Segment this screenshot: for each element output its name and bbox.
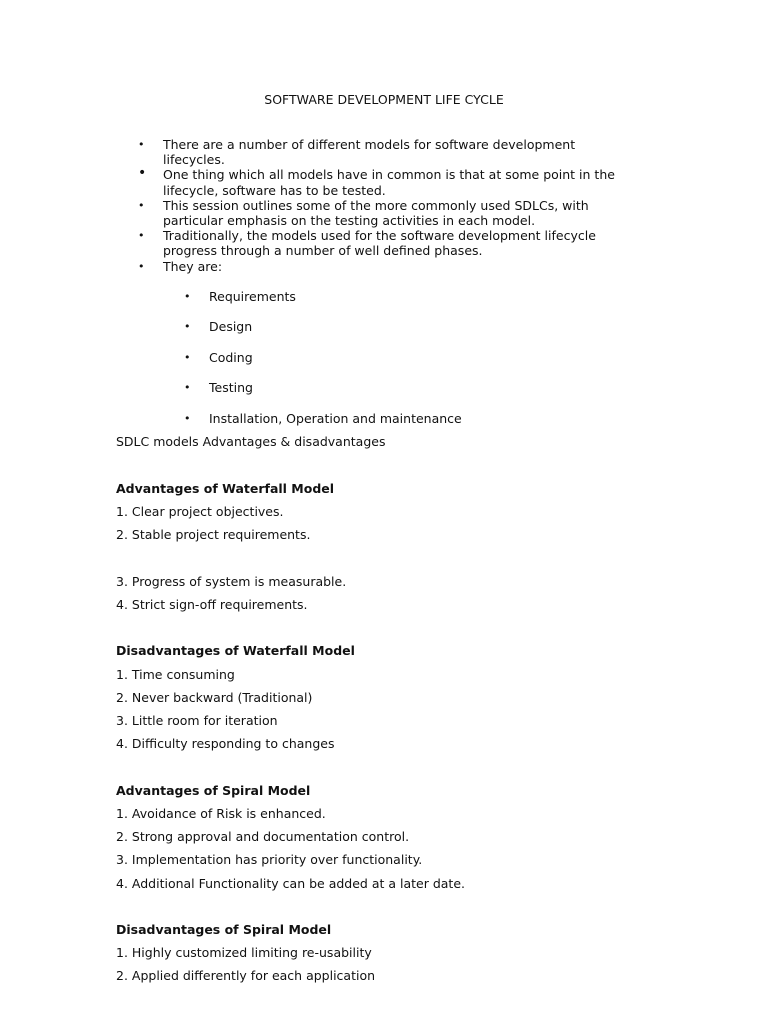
phase-sub-list bbox=[182, 274, 636, 441]
bullet-icon: • bbox=[138, 138, 145, 151]
list-item-text: This session outlines some of the more commonly used SDLCs, with particular emphasis on the testing activities in each model. bbox=[163, 197, 589, 229]
bullet-icon: • bbox=[184, 411, 191, 425]
list-item: 2. Stable project requirements. bbox=[116, 527, 311, 542]
list-item: 4. Difficulty responding to changes bbox=[116, 736, 335, 751]
list-item-text: Traditionally, the models used for the software development lifecycle progress through a number of well defined phases. bbox=[163, 228, 596, 259]
bullet-icon: • bbox=[138, 198, 145, 212]
phase-label: Installation, Operation and maintenance bbox=[209, 410, 462, 426]
list-item bbox=[136, 167, 636, 197]
spiral-advantages-heading: Advantages of Spiral Model bbox=[116, 783, 311, 798]
document-title: SOFTWARE DEVELOPMENT LIFE CYCLE bbox=[264, 92, 504, 107]
list-item: 1. Avoidance of Risk is enhanced. bbox=[116, 806, 326, 821]
bullet-icon: • bbox=[138, 229, 145, 243]
phase-label: Requirements bbox=[209, 289, 296, 305]
list-item: 3. Implementation has priority over functionality. bbox=[116, 852, 423, 867]
list-item-text: There are a number of different models for software development lifecycles. bbox=[163, 137, 576, 168]
list-item-text: One thing which all models have in common is that at some point in the lifecycle, software has to be tested. bbox=[163, 167, 615, 198]
list-item bbox=[136, 259, 636, 457]
intro-bullet-list bbox=[136, 137, 636, 456]
sub-list-item bbox=[182, 350, 636, 365]
list-item: 2. Strong approval and documentation control. bbox=[116, 829, 410, 844]
phase-label: Testing bbox=[209, 380, 253, 396]
list-item-text: They are: bbox=[163, 258, 223, 274]
sub-list-item bbox=[182, 319, 636, 334]
sdlc-section-heading: SDLC models Advantages & disadvantages bbox=[116, 434, 386, 449]
list-item: 1. Time consuming bbox=[116, 667, 235, 682]
list-item bbox=[136, 137, 636, 167]
list-item: 4. Additional Functionality can be added at a later date. bbox=[116, 876, 465, 891]
waterfall-advantages-heading: Advantages of Waterfall Model bbox=[116, 481, 335, 496]
list-item: 1. Highly customized limiting re-usability bbox=[116, 945, 372, 960]
list-item bbox=[136, 198, 636, 228]
list-item: 1. Clear project objectives. bbox=[116, 504, 284, 519]
list-item bbox=[136, 228, 636, 258]
list-item: 4. Strict sign-off requirements. bbox=[116, 597, 308, 612]
list-item: 2. Never backward (Traditional) bbox=[116, 690, 313, 705]
bullet-icon: • bbox=[184, 381, 191, 395]
list-item: 2. Applied differently for each application bbox=[116, 968, 376, 983]
sub-list-item bbox=[182, 411, 636, 426]
bullet-icon: • bbox=[184, 350, 191, 364]
waterfall-disadvantages-heading: Disadvantages of Waterfall Model bbox=[116, 643, 355, 658]
bullet-icon: • bbox=[184, 290, 191, 304]
bullet-icon: • bbox=[138, 259, 145, 273]
bullet-icon: • bbox=[138, 165, 147, 182]
list-item: 3. Progress of system is measurable. bbox=[116, 574, 347, 589]
sub-list-item bbox=[182, 380, 636, 395]
sub-list-item bbox=[182, 289, 636, 304]
phase-label: Coding bbox=[209, 349, 253, 365]
phase-label: Design bbox=[209, 319, 253, 335]
bullet-icon: • bbox=[184, 320, 191, 334]
spiral-disadvantages-heading: Disadvantages of Spiral Model bbox=[116, 922, 332, 937]
list-item: 3. Little room for iteration bbox=[116, 713, 278, 728]
